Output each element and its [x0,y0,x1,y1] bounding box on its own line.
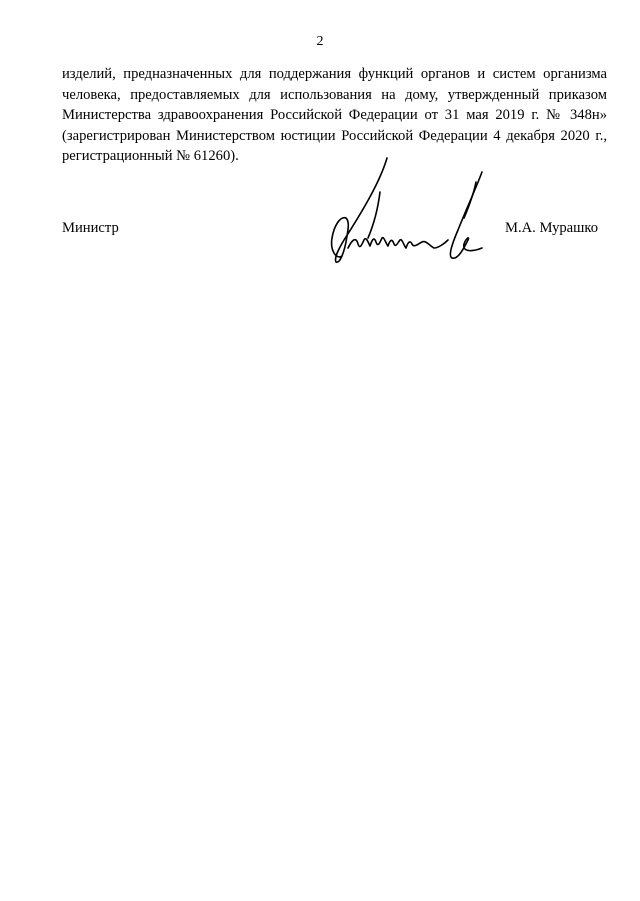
signatory-name: М.А. Мурашко [505,220,599,236]
paragraph-line: (зарегистрирован Министерством юстиции Российской Федерации 4 декабря 2020 г., [62,127,607,144]
signatory-title: Министр [62,220,119,236]
paragraph-line: регистрационный № 61260). [62,148,239,164]
paragraph-line: изделий, предназначенных для поддержания функций органов и систем организма [62,66,607,82]
paragraph-line: Министерства здравоохранения Российской Федерации от 31 мая 2019 г. № 348н» [62,107,607,123]
handwritten-signature [322,152,502,270]
page-number: 2 [316,34,324,49]
paragraph-line: человека, предоставляемых для использования на дому, утвержденный приказом [62,86,607,103]
